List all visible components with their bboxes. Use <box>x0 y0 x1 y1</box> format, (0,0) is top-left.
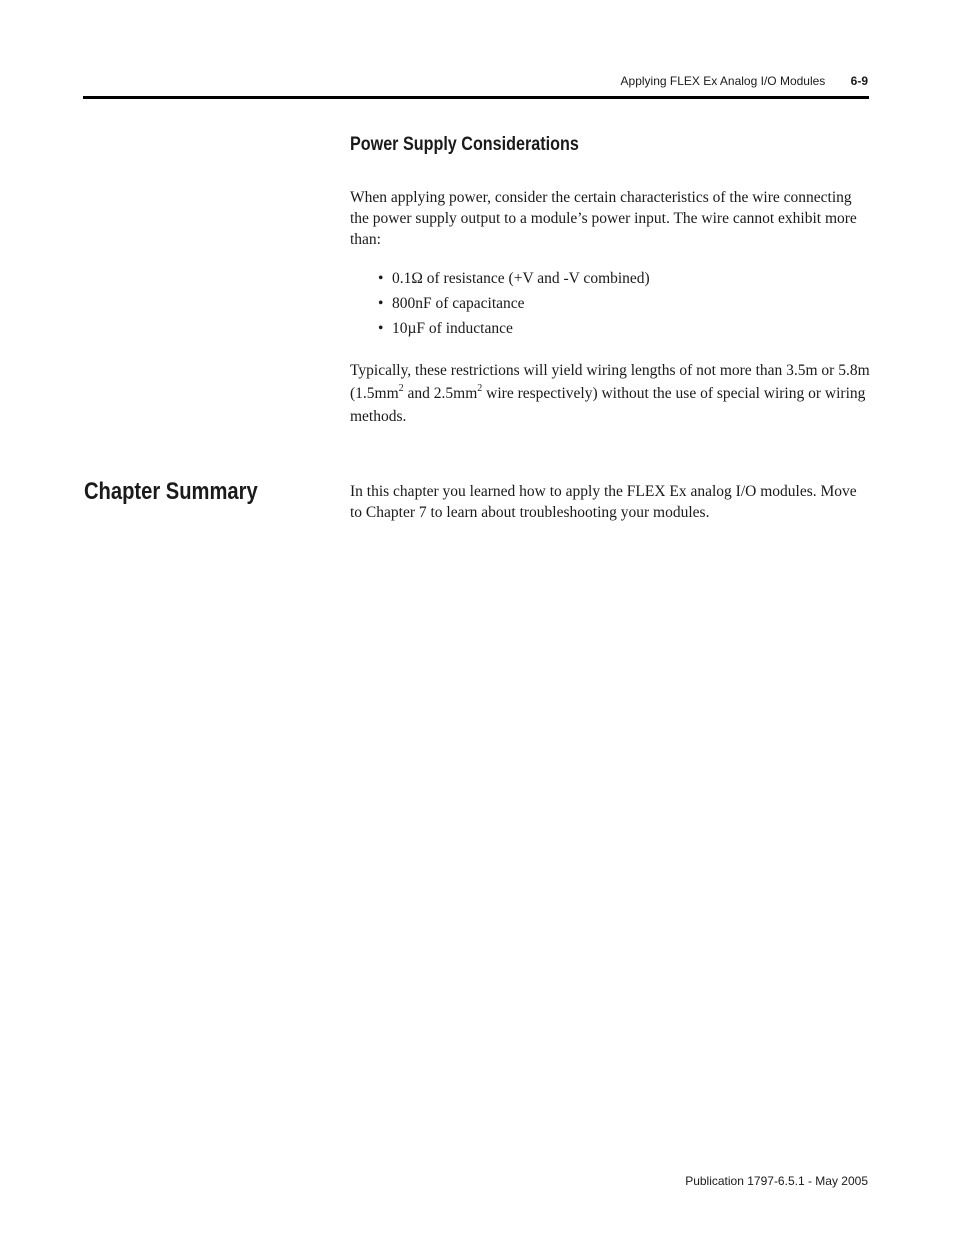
bullet-text: 10µF of inductance <box>392 320 513 337</box>
page-number: 6-9 <box>850 74 868 88</box>
wiring-text-a: Typically, these restrictions will yield wiring lengths of not more than 3.5m or 5.8m (1.5mm <box>350 362 870 402</box>
header-rule <box>83 96 869 99</box>
bullet-list <box>378 268 650 343</box>
wiring-paragraph <box>350 359 870 428</box>
intro-paragraph: When applying power, consider the certain characteristics of the wire connecting the power supply output to a module’s power input. The wire cannot exhibit more than: <box>350 189 857 248</box>
bullet-icon: • <box>378 270 384 287</box>
summary-paragraph: In this chapter you learned how to apply the FLEX Ex analog I/O modules. Move to Chapter 7 to learn about troubleshooting your modules. <box>350 483 857 521</box>
bullet-text: 0.1Ω of resistance (+V and -V combined) <box>392 270 650 287</box>
bullet-text: 800nF of capacitance <box>392 295 525 312</box>
header-title: Applying FLEX Ex Analog I/O Modules <box>620 74 826 88</box>
wiring-text-b: and 2.5mm <box>403 385 478 402</box>
superscript: 2 <box>398 383 404 394</box>
bullet-icon: • <box>378 295 384 312</box>
bullet-icon: • <box>378 320 384 337</box>
wiring-text-c: wire respectively) without the use of special wiring or wiring methods. <box>350 385 866 425</box>
running-header <box>621 74 868 88</box>
list-item <box>378 268 650 293</box>
list-item <box>378 293 650 318</box>
publication-footer: Publication 1797-6.5.1 - May 2005 <box>685 1174 868 1188</box>
section-heading: Power Supply Considerations <box>350 134 579 155</box>
superscript: 2 <box>477 383 483 394</box>
chapter-summary-heading: Chapter Summary <box>84 478 258 505</box>
list-item <box>378 318 650 343</box>
